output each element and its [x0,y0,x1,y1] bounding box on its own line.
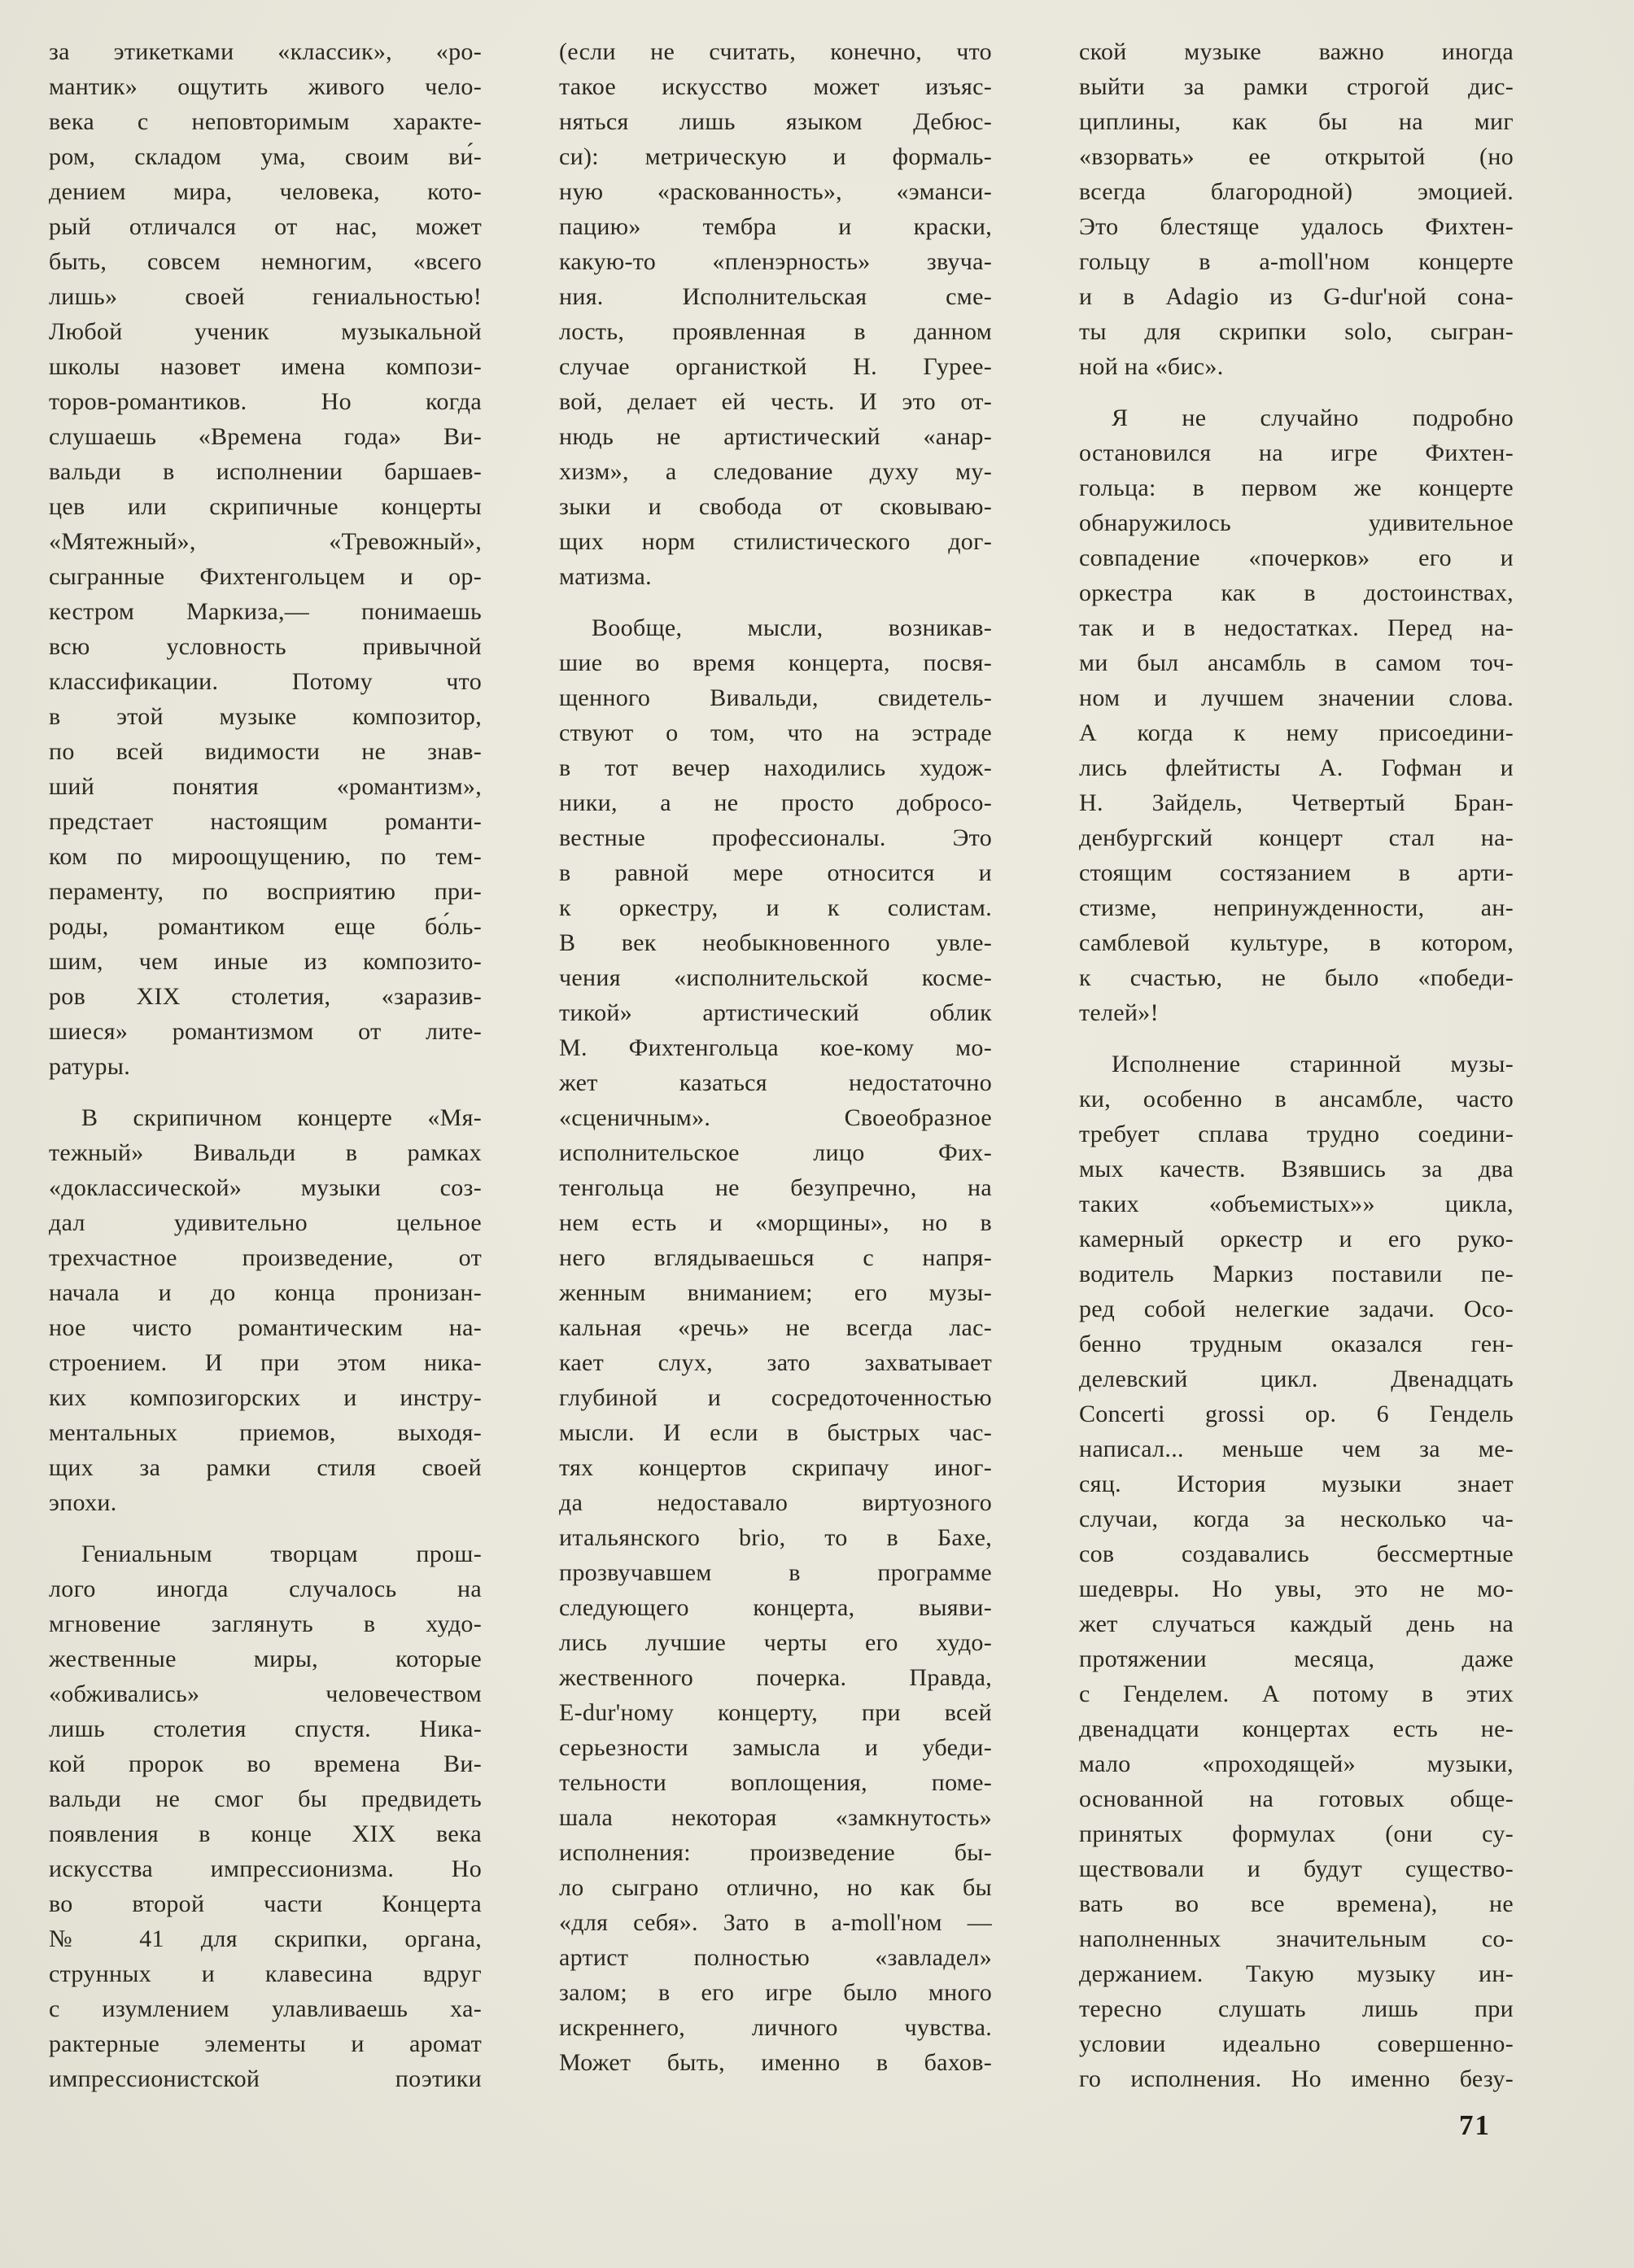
text-line: самблевой культуре, в котором, [1079,929,1514,956]
text-line: кой пророк во времена Ви- [49,1750,482,1777]
text-line: вать во все времена), не [1079,1890,1514,1917]
text-line: сяц. История музыки знает [1079,1470,1514,1497]
text-line: вестные профессионалы. Это [559,824,992,851]
text-line: ми был ансамбль в самом точ- [1079,649,1514,676]
text-line: делевский цикл. Двенадцать [1079,1366,1514,1392]
text-line: шие во время концерта, посвя- [559,649,992,676]
text-line: быть, совсем немногим, «всего [49,248,482,275]
text-line: него вглядываешься с напря- [559,1244,992,1271]
text-line: предстает настоящим романти- [49,808,482,835]
text-line: циплины, как бы на миг [1079,108,1514,135]
text-line: (если не считать, конечно, что [559,38,992,65]
text-line: прозвучавшем в программе [559,1559,992,1586]
text-line: с Генделем. А потому в этих [1079,1680,1514,1707]
text-line: слушаешь «Времена года» Ви- [49,423,482,450]
text-line: школы назовет имена компози- [49,353,482,380]
text-line: чения «исполнительской косме- [559,964,992,991]
text-line: вальди не смог бы предвидеть [49,1785,482,1812]
text-line: ной на «бис». [1079,353,1224,380]
text-line: «для себя». Зато в a-moll'ном — [559,1909,992,1936]
text-line: Любой ученик музыкальной [49,318,482,345]
text-line: ких композигорских и инстру- [49,1384,482,1411]
text-line: в равной мере относится и [559,859,992,886]
text-line: «взорвать» ее открытой (но [1079,143,1514,170]
text-line: хизм», а следование духу му- [559,458,992,485]
text-line: Н. Зайдель, Четвертый Бран- [1079,789,1514,816]
text-line: всегда благородной) эмоцией. [1079,178,1514,205]
text-line: жественные миры, которые [49,1645,482,1672]
text-line: ратуры. [49,1053,131,1080]
text-line: М. Фихтенгольца кое-кому мо- [559,1034,992,1061]
text-line: мантик» ощутить живого чело- [49,73,482,100]
text-line: да недоставало виртуозного [559,1489,992,1516]
text-line: лость, проявленная в данном [559,318,992,345]
text-line: А когда к нему присоедини- [1079,719,1514,746]
text-line: итальянского brio, то в Бахе, [559,1524,992,1551]
text-line: вальди в исполнении баршаев- [49,458,482,485]
text-line: глубиной и сосредоточенностью [559,1384,992,1411]
text-line: таких «объемистых»» цикла, [1079,1191,1514,1217]
text-line: телей»! [1079,999,1159,1026]
text-line: жественного почерка. Правда, [559,1664,992,1691]
text-line: написал... меньше чем за ме- [1079,1436,1514,1462]
text-line: тях концертов скрипачу иног- [559,1454,992,1481]
text-line: ществовали и будут существо- [1079,1855,1514,1882]
text-line: ром, складом ума, своим ви́- [49,143,482,170]
text-line: шим, чем иные из композито- [49,948,482,975]
text-line: пераменту, по восприятию при- [49,878,482,905]
text-line: камерный оркестр и его руко- [1079,1226,1514,1252]
text-line: «обживались» человечеством [49,1680,482,1707]
text-line: ния. Исполнительская сме- [559,283,992,310]
text-line: Это блестяще удалось Фихтен- [1079,213,1514,240]
text-line: лого иногда случалось на [49,1575,482,1602]
text-line: нем есть и «морщины», но в [559,1209,992,1236]
text-line: В скрипичном концерте «Мя- [81,1104,482,1131]
text-line: лишь» своей гениальностью! [49,283,482,310]
text-line: остановился на игре Фихтен- [1079,439,1514,466]
text-line: № 41 для скрипки, органа, [49,1925,482,1952]
text-line: такое искусство может изъяс- [559,73,992,100]
text-line: держанием. Такую музыку ин- [1079,1960,1514,1987]
text-line: рактерные элементы и аромат [49,2030,482,2057]
text-line: кестром Маркиза,— понимаешь [49,598,482,625]
text-line: импрессионистской поэтики [49,2065,482,2092]
text-line: трехчастное произведение, от [49,1244,482,1271]
text-line: пацию» тембра и краски, [559,213,992,240]
text-line: мгновение заглянуть в худо- [49,1610,482,1637]
text-line: жет случаться каждый день на [1079,1610,1514,1637]
text-line: нюдь не артистический «анар- [559,423,992,450]
text-line: залом; в его игре было много [559,1979,992,2006]
text-line: искреннего, личного чувства. [559,2014,992,2041]
text-line: жет казаться недостаточно [559,1069,992,1096]
text-line: роды, романтиком еще бо́ль- [49,913,482,940]
text-line: эпохи. [49,1489,117,1516]
text-line: торов-романтиков. Но когда [49,388,482,415]
text-line: шала некоторая «замкнутость» [559,1804,992,1831]
text-line: стизме, непринужденности, ан- [1079,894,1514,921]
text-line: мысли. И если в быстрых час- [559,1419,992,1446]
text-line: мало «проходящей» музыки, [1079,1750,1514,1777]
text-line: бенно трудным оказался ген- [1079,1331,1514,1357]
text-line: ший понятия «романтизм», [49,773,482,800]
text-line: условии идеально совершенно- [1079,2030,1514,2057]
text-line: совпадение «почерков» его и [1079,544,1514,571]
text-line: ты для скрипки solo, сыгран- [1079,318,1514,345]
text-line: гольцу в a-moll'ном концерте [1079,248,1514,275]
text-line: Может быть, именно в бахов- [559,2049,992,2076]
text-line: «Мятежный», «Тревожный», [49,528,482,555]
article-column-3 [1079,34,1514,2096]
text-line: ком по мироощущению, по тем- [49,843,482,870]
text-line: вой, делает ей честь. И это от- [559,388,992,415]
text-line: ствуют о том, что на эстраде [559,719,992,746]
text-line: во второй части Концерта [49,1890,482,1917]
article-column-2 [559,34,992,2080]
text-line: щих норм стилистического дог- [559,528,992,555]
text-line: Concerti grossi op. 6 Гендель [1079,1401,1514,1427]
text-line: Вообще, мысли, возникав- [592,614,992,641]
text-line: зыки и свобода от сковываю- [559,493,992,520]
text-line: ники, а не просто добросо- [559,789,992,816]
text-line: ное чисто романтическим на- [49,1314,482,1341]
text-line: шедевры. Но увы, это не мо- [1079,1575,1514,1602]
text-line: обнаружилось удивительное [1079,509,1514,536]
text-line: так и в недостатках. Перед на- [1079,614,1514,641]
text-line: дал удивительно цельное [49,1209,482,1236]
text-line: лись лучшие черты его худо- [559,1629,992,1656]
text-line: начала и до конца пронизан- [49,1279,482,1306]
text-line: с изумлением улавливаешь ха- [49,1995,482,2022]
text-line: женным вниманием; его музы- [559,1279,992,1306]
text-line: водитель Маркиз поставили пе- [1079,1261,1514,1287]
text-line: тежный» Вивальди в рамках [49,1139,482,1166]
text-line: Исполнение старинной музы- [1112,1051,1514,1077]
text-line: тенгольца не безупречно, на [559,1174,992,1201]
text-line: требует сплава трудно соедини- [1079,1121,1514,1147]
text-line: лись флейтисты А. Гофман и [1079,754,1514,781]
text-line: принятых формулах (они су- [1079,1820,1514,1847]
text-line: денбургский концерт стал на- [1079,824,1514,851]
text-line: исполнительское лицо Фих- [559,1139,992,1166]
text-line: какую-то «пленэрность» звуча- [559,248,992,275]
text-line: Я не случайно подробно [1112,404,1514,431]
text-line: протяжении месяца, даже [1079,1645,1514,1672]
text-line: тересно слушать лишь при [1079,1995,1514,2022]
text-line: в этой музыке композитор, [49,703,482,730]
text-line: искусства импрессионизма. Но [49,1855,482,1882]
text-line: щих за рамки стиля своей [49,1454,482,1481]
text-line: к оркестру, и к солистам. [559,894,992,921]
text-line: кальная «речь» не всегда лас- [559,1314,992,1341]
article-column-1 [49,34,482,2096]
text-line: ров XIX столетия, «заразив- [49,983,482,1010]
text-line: ментальных приемов, выходя- [49,1419,482,1446]
text-line: случае органисткой Н. Гурее- [559,353,992,380]
text-line: основанной на готовых обще- [1079,1785,1514,1812]
text-line: ки, особенно в ансамбле, часто [1079,1086,1514,1112]
text-line: дением мира, человека, кото- [49,178,482,205]
text-line: строением. И при этом ника- [49,1349,482,1376]
text-line: серьезности замысла и убеди- [559,1734,992,1761]
text-line: исполнения: произведение бы- [559,1839,992,1866]
text-line: двенадцати концертах есть не- [1079,1715,1514,1742]
text-line: шиеся» романтизмом от лите- [49,1018,482,1045]
text-line: го исполнения. Но именно безу- [1079,2065,1514,2092]
text-line: си): метрическую и формаль- [559,143,992,170]
text-line: оркестра как в достоинствах, [1079,579,1514,606]
text-line: появления в конце XIX века [49,1820,482,1847]
text-line: тикой» артистический облик [559,999,992,1026]
text-line: наполненных значительным со- [1079,1925,1514,1952]
text-line: следующего концерта, выяви- [559,1594,992,1621]
text-line: «доклассической» музыки соз- [49,1174,482,1201]
text-line: века с неповторимым характе- [49,108,482,135]
text-line: стоящим состязанием в арти- [1079,859,1514,886]
text-line: к счастью, не было «победи- [1079,964,1514,991]
text-line: В век необыкновенного увле- [559,929,992,956]
text-line: няться лишь языком Дебюс- [559,108,992,135]
page-number: 71 [1459,2109,1491,2141]
text-line: тельности воплощения, поме- [559,1769,992,1796]
text-line: случаи, когда за несколько ча- [1079,1505,1514,1532]
text-line: классификации. Потому что [49,668,482,695]
text-line: мых качеств. Взявшись за два [1079,1156,1514,1182]
text-line: E-dur'ному концерту, при всей [559,1699,992,1726]
text-line: ской музыке важно иногда [1079,38,1514,65]
text-line: Гениальным творцам прош- [81,1540,482,1567]
text-line: по всей видимости не знав- [49,738,482,765]
text-line: лишь столетия спустя. Ника- [49,1715,482,1742]
text-line: выйти за рамки строгой дис- [1079,73,1514,100]
text-line: сыгранные Фихтенгольцем и ор- [49,563,482,590]
text-line: сов создавались бессмертные [1079,1540,1514,1567]
text-line: и в Adagio из G-dur'ной сона- [1079,283,1514,310]
text-line: артист полностью «завладел» [559,1944,992,1971]
text-line: «сценичным». Своеобразное [559,1104,992,1131]
text-line: в тот вечер находились худож- [559,754,992,781]
text-line: ную «раскованность», «эманси- [559,178,992,205]
text-line: за этикетками «классик», «ро- [49,38,482,65]
text-line: ло сыграно отлично, но как бы [559,1874,992,1901]
text-line: рый отличался от нас, может [49,213,482,240]
text-line: цев или скрипичные концерты [49,493,482,520]
text-line: струнных и клавесина вдруг [49,1960,482,1987]
text-line: матизма. [559,563,652,590]
text-line: всю условность привычной [49,633,482,660]
text-line: ред собой нелегкие задачи. Осо- [1079,1296,1514,1322]
text-line: кает слух, зато захватывает [559,1349,992,1376]
text-line: щенного Вивальди, свидетель- [559,684,992,711]
text-line: ном и лучшем значении слова. [1079,684,1514,711]
text-line: гольца: в первом же концерте [1079,474,1514,501]
